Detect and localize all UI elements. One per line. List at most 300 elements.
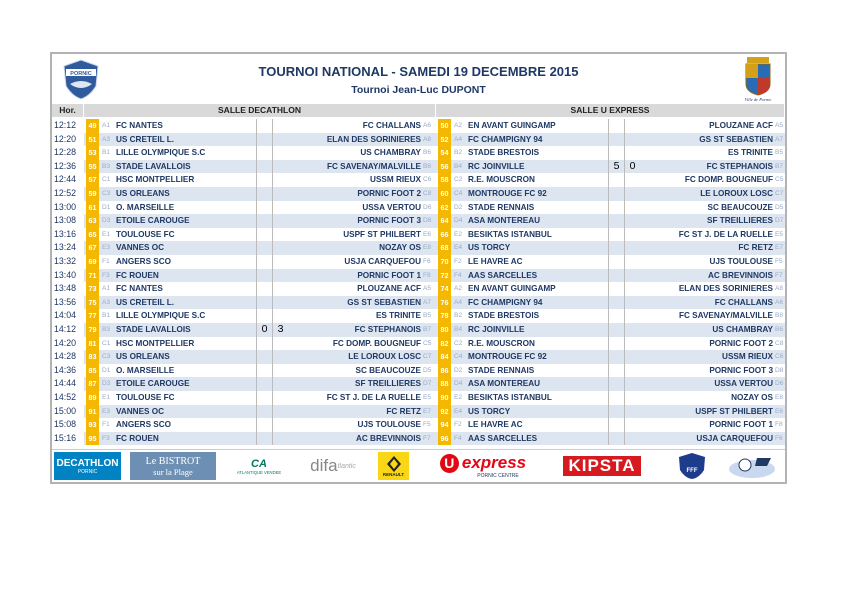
away-team-name: PORNIC FOOT 2 bbox=[357, 189, 421, 198]
home-score bbox=[608, 296, 624, 310]
away-group-code: F5 bbox=[775, 258, 783, 265]
district-icon bbox=[727, 452, 777, 480]
away-group-code: A6 bbox=[775, 298, 784, 306]
match-number: 57 bbox=[86, 173, 99, 187]
u-circle-icon: U bbox=[440, 454, 459, 473]
home-group-code: E1 bbox=[102, 230, 111, 238]
home-group-code: E4 bbox=[454, 407, 463, 415]
away-group-code: C8 bbox=[775, 339, 784, 347]
away-score bbox=[624, 309, 640, 323]
home-group-code: E3 bbox=[102, 244, 111, 252]
home-team-name: R.E. MOUSCRON bbox=[468, 338, 535, 348]
away-group-code: A6 bbox=[423, 122, 432, 129]
renault-text: RENAULT bbox=[382, 471, 405, 477]
home-team-name: LILLE OLYMPIQUE S.C bbox=[116, 148, 206, 158]
away-group-code: F6 bbox=[775, 434, 783, 442]
away-group-code: C5 bbox=[775, 176, 784, 184]
away-group-code: C5 bbox=[423, 339, 432, 347]
away-group-code: F6 bbox=[423, 258, 431, 265]
home-team-name: US ORLEANS bbox=[116, 352, 170, 362]
away-score bbox=[272, 296, 288, 310]
match-time: 14:44 bbox=[54, 378, 77, 389]
home-score bbox=[256, 364, 272, 378]
match-number: 53 bbox=[86, 146, 99, 160]
home-score bbox=[256, 119, 272, 133]
home-score bbox=[256, 173, 272, 187]
home-group-code: B3 bbox=[102, 326, 111, 333]
away-score bbox=[272, 201, 288, 215]
home-group-code: D3 bbox=[102, 217, 111, 225]
match-number: 65 bbox=[86, 228, 99, 242]
away-group-code: E8 bbox=[775, 394, 784, 401]
away-score bbox=[272, 309, 288, 323]
match-number: 54 bbox=[438, 146, 451, 160]
time-column-header: Hor. bbox=[52, 104, 84, 117]
away-team-name: FC STEPHANOIS bbox=[706, 161, 773, 171]
home-group-code: D4 bbox=[454, 217, 463, 225]
away-score bbox=[272, 160, 288, 174]
away-group-code: D6 bbox=[423, 203, 432, 211]
away-group-code: A8 bbox=[775, 285, 784, 293]
match-time: 12:12 bbox=[54, 120, 77, 130]
away-score: 3 bbox=[272, 323, 288, 337]
home-score bbox=[256, 432, 272, 446]
away-team-name: FC RETZ bbox=[386, 406, 421, 416]
home-score bbox=[256, 255, 272, 269]
bistrot-logo bbox=[130, 452, 216, 480]
away-team-name: FC SAVENAY/MALVILLE bbox=[678, 311, 773, 321]
home-team-name: ETOILE CAROUGE bbox=[116, 216, 190, 226]
home-group-code: A2 bbox=[454, 285, 463, 293]
away-group-code: B8 bbox=[775, 312, 784, 320]
away-team-name: GS ST SEBASTIEN bbox=[699, 134, 773, 144]
credit-agricole-logo bbox=[230, 452, 288, 480]
home-team-name: R.E. MOUSCRON bbox=[468, 175, 535, 185]
away-score bbox=[624, 337, 640, 351]
away-team-name: LE LOROUX LOSC bbox=[700, 189, 773, 198]
away-team-name: FC STEPHANOIS bbox=[354, 325, 421, 334]
match-number: 60 bbox=[438, 187, 451, 201]
home-score bbox=[256, 241, 272, 255]
ca-subtext: ATLANTIQUE VENDEE bbox=[236, 469, 282, 475]
match-number: 93 bbox=[86, 418, 99, 432]
home-score bbox=[608, 269, 624, 283]
away-team-name: NOZAY OS bbox=[379, 243, 421, 253]
home-score bbox=[256, 187, 272, 201]
home-score bbox=[608, 241, 624, 255]
home-team-name: STADE LAVALLOIS bbox=[116, 325, 191, 334]
away-group-code: E5 bbox=[775, 230, 784, 238]
ville-de-pornic-crest bbox=[741, 56, 775, 102]
away-score bbox=[624, 377, 640, 391]
match-number: 70 bbox=[438, 255, 451, 269]
away-score bbox=[624, 418, 640, 432]
match-number: 74 bbox=[438, 282, 451, 296]
home-score bbox=[256, 418, 272, 432]
away-group-code: E6 bbox=[775, 407, 784, 415]
match-time: 15:00 bbox=[54, 405, 77, 416]
away-team-name: USSM RIEUX bbox=[722, 352, 773, 362]
match-number: 59 bbox=[86, 187, 99, 201]
home-score bbox=[608, 337, 624, 351]
match-number: 69 bbox=[86, 255, 99, 269]
away-group-code: A8 bbox=[423, 135, 432, 143]
away-score bbox=[272, 377, 288, 391]
home-team-name: MONTROUGE FC 92 bbox=[468, 189, 547, 198]
home-team-name: O. MARSEILLE bbox=[116, 202, 175, 212]
away-score bbox=[272, 391, 288, 405]
home-team-name: STADE BRESTOIS bbox=[468, 311, 540, 321]
home-group-code: A1 bbox=[102, 285, 111, 293]
away-score bbox=[624, 146, 640, 160]
match-number: 75 bbox=[86, 296, 99, 310]
home-score bbox=[608, 228, 624, 242]
away-score bbox=[624, 173, 640, 187]
match-number: 86 bbox=[438, 364, 451, 378]
away-score bbox=[624, 241, 640, 255]
home-group-code: B2 bbox=[454, 312, 463, 320]
away-team-name: PORNIC FOOT 3 bbox=[709, 365, 773, 375]
away-team-name: NOZAY OS bbox=[731, 393, 773, 402]
match-number: 79 bbox=[86, 323, 99, 337]
away-group-code: B6 bbox=[775, 326, 784, 333]
match-time: 14:52 bbox=[54, 392, 77, 402]
match-time: 13:00 bbox=[54, 201, 77, 212]
home-score bbox=[608, 309, 624, 323]
match-number: 50 bbox=[438, 119, 451, 133]
away-score bbox=[272, 133, 288, 147]
home-group-code: D1 bbox=[102, 203, 111, 211]
home-team-name: RC JOINVILLE bbox=[468, 325, 525, 334]
home-score bbox=[608, 364, 624, 378]
home-team-name: US ORLEANS bbox=[116, 189, 170, 198]
away-team-name: AC BREVINNOIS bbox=[707, 270, 773, 280]
hall-right-header: SALLE U EXPRESS bbox=[436, 104, 785, 117]
match-number: 67 bbox=[86, 241, 99, 255]
home-team-name: FC ROUEN bbox=[116, 270, 159, 280]
home-team-name: BESIKTAS ISTANBUL bbox=[468, 393, 552, 402]
away-score bbox=[624, 296, 640, 310]
away-score bbox=[272, 214, 288, 228]
home-score bbox=[256, 350, 272, 364]
away-team-name: PORNIC FOOT 3 bbox=[357, 216, 421, 226]
away-score bbox=[272, 282, 288, 296]
renault-logo bbox=[378, 452, 409, 480]
home-team-name: US TORCY bbox=[468, 243, 511, 253]
match-time: 13:32 bbox=[54, 256, 77, 266]
match-time: 12:20 bbox=[54, 133, 77, 144]
home-group-code: F4 bbox=[454, 434, 462, 442]
match-time: 14:28 bbox=[54, 351, 77, 362]
home-team-name: US CRETEIL L. bbox=[116, 134, 175, 144]
home-score bbox=[256, 309, 272, 323]
home-score: 0 bbox=[256, 323, 272, 337]
away-score bbox=[624, 187, 640, 201]
home-team-name: US CRETEIL L. bbox=[116, 297, 175, 307]
away-team-name: SF TREILLIERES bbox=[355, 379, 421, 389]
home-score bbox=[608, 282, 624, 296]
away-score bbox=[624, 214, 640, 228]
away-team-name: ELAN DES SORINIERES bbox=[678, 284, 773, 294]
home-team-name: BESIKTAS ISTANBUL bbox=[468, 229, 552, 239]
home-team-name: EN AVANT GUINGAMP bbox=[468, 284, 556, 294]
away-group-code: B8 bbox=[423, 162, 432, 170]
away-group-code: F7 bbox=[423, 434, 431, 442]
home-group-code: A2 bbox=[454, 122, 463, 129]
away-group-code: E7 bbox=[775, 244, 784, 252]
away-group-code: A7 bbox=[775, 135, 784, 143]
away-team-name: PORNIC FOOT 1 bbox=[709, 420, 773, 430]
away-score bbox=[624, 350, 640, 364]
district-logo bbox=[724, 452, 780, 480]
away-team-name: FC RETZ bbox=[738, 243, 773, 253]
home-score bbox=[608, 146, 624, 160]
away-group-code: B6 bbox=[423, 149, 432, 157]
match-time: 13:08 bbox=[54, 215, 77, 226]
away-group-code: D8 bbox=[775, 366, 784, 374]
away-score bbox=[272, 337, 288, 351]
match-time: 14:12 bbox=[54, 324, 77, 334]
home-team-name: VANNES OC bbox=[116, 243, 165, 253]
difatlantic-logo bbox=[296, 452, 370, 480]
away-group-code: C7 bbox=[423, 353, 432, 361]
home-group-code: C3 bbox=[102, 190, 111, 197]
away-score bbox=[272, 187, 288, 201]
home-score bbox=[256, 160, 272, 174]
away-team-name: USJA CARQUEFOU bbox=[344, 257, 421, 266]
home-team-name: STADE LAVALLOIS bbox=[116, 161, 191, 171]
home-team-name: FC CHAMPIGNY 94 bbox=[468, 134, 543, 144]
away-group-code: D7 bbox=[423, 380, 432, 388]
away-group-code: D5 bbox=[775, 203, 784, 211]
home-score bbox=[256, 201, 272, 215]
home-score bbox=[608, 119, 624, 133]
home-group-code: B2 bbox=[454, 149, 463, 157]
sponsor-bar bbox=[52, 449, 785, 483]
home-group-code: F3 bbox=[102, 271, 110, 279]
hall-left-header: SALLE DECATHLON bbox=[84, 104, 436, 117]
away-group-code: D5 bbox=[423, 366, 432, 374]
home-score bbox=[608, 133, 624, 147]
match-number: 66 bbox=[438, 228, 451, 242]
home-team-name: EN AVANT GUINGAMP bbox=[468, 121, 556, 130]
home-score bbox=[256, 405, 272, 419]
home-team-name: MONTROUGE FC 92 bbox=[468, 352, 547, 362]
home-group-code: C1 bbox=[102, 176, 111, 184]
match-number: 51 bbox=[86, 133, 99, 147]
home-team-name: LILLE OLYMPIQUE S.C bbox=[116, 311, 206, 321]
away-team-name: UJS TOULOUSE bbox=[709, 257, 773, 266]
away-team-name: LE LOROUX LOSC bbox=[348, 352, 421, 362]
match-time: 14:36 bbox=[54, 364, 77, 375]
away-group-code: F8 bbox=[775, 421, 783, 429]
away-group-code: B7 bbox=[775, 162, 784, 170]
home-group-code: F2 bbox=[454, 258, 462, 265]
match-number: 62 bbox=[438, 201, 451, 215]
match-time: 13:56 bbox=[54, 296, 77, 307]
match-number: 80 bbox=[438, 323, 451, 337]
home-score bbox=[608, 187, 624, 201]
away-team-name: US CHAMBRAY bbox=[360, 148, 421, 158]
home-score bbox=[608, 405, 624, 419]
decathlon-logo bbox=[54, 452, 121, 480]
home-score bbox=[256, 133, 272, 147]
away-score bbox=[624, 323, 640, 337]
match-time: 14:20 bbox=[54, 337, 77, 348]
match-number: 78 bbox=[438, 309, 451, 323]
match-time: 13:40 bbox=[54, 269, 77, 280]
away-score bbox=[624, 405, 640, 419]
header bbox=[52, 54, 785, 104]
away-group-code: F5 bbox=[423, 421, 431, 429]
home-group-code: A3 bbox=[102, 298, 111, 306]
away-team-name: UJS TOULOUSE bbox=[357, 420, 421, 430]
away-team-name: PORNIC FOOT 2 bbox=[709, 338, 773, 348]
page-title: TOURNOI NATIONAL - SAMEDI 19 DECEMBRE 2015 bbox=[258, 64, 579, 79]
home-group-code: F1 bbox=[102, 421, 110, 429]
u-express-text: express bbox=[461, 453, 527, 472]
away-group-code: D8 bbox=[423, 217, 432, 225]
away-score bbox=[624, 432, 640, 446]
home-group-code: B4 bbox=[454, 162, 463, 170]
match-time: 12:52 bbox=[54, 188, 77, 198]
home-score bbox=[608, 214, 624, 228]
match-number: 58 bbox=[438, 173, 451, 187]
home-score bbox=[256, 214, 272, 228]
home-group-code: A4 bbox=[454, 298, 463, 306]
home-team-name: ANGERS SCO bbox=[116, 420, 172, 430]
home-team-name: FC NANTES bbox=[116, 121, 163, 130]
home-team-name: TOULOUSE FC bbox=[116, 229, 175, 239]
home-team-name: FC CHAMPIGNY 94 bbox=[468, 297, 543, 307]
home-team-name: LE HAVRE AC bbox=[468, 257, 523, 266]
away-team-name: SF TREILLIERES bbox=[707, 216, 773, 226]
home-group-code: F1 bbox=[102, 258, 110, 265]
home-group-code: D4 bbox=[454, 380, 463, 388]
kipsta-logo bbox=[554, 452, 650, 480]
page-subtitle: Tournoi Jean-Luc DUPONT bbox=[351, 84, 486, 96]
away-score bbox=[624, 255, 640, 269]
home-score bbox=[256, 269, 272, 283]
bistrot-line1: Le BISTROT bbox=[145, 455, 201, 467]
away-team-name: ES TRINITE bbox=[375, 311, 421, 321]
fff-shield-icon bbox=[677, 452, 707, 480]
away-team-name: USPF ST PHILBERT bbox=[343, 229, 421, 239]
match-number: 73 bbox=[86, 282, 99, 296]
home-score bbox=[608, 350, 624, 364]
renault-diamond-icon bbox=[387, 456, 401, 472]
home-group-code: F3 bbox=[102, 434, 110, 442]
match-number: 76 bbox=[438, 296, 451, 310]
u-express-subtext: PORNIC CENTRE bbox=[477, 473, 519, 479]
ville-de-pornic-text: Ville de Pornic bbox=[744, 97, 772, 102]
away-team-name: AC BREVINNOIS bbox=[355, 433, 421, 443]
away-team-name: USSM RIEUX bbox=[370, 175, 421, 185]
match-number: 71 bbox=[86, 269, 99, 283]
away-team-name: PLOUZANE ACF bbox=[709, 121, 773, 130]
match-number: 64 bbox=[438, 214, 451, 228]
difa-text: difa bbox=[310, 456, 338, 475]
ca-text: CA bbox=[251, 457, 267, 470]
home-group-code: C4 bbox=[454, 190, 463, 197]
home-team-name: STADE RENNAIS bbox=[468, 202, 535, 212]
home-team-name: AAS SARCELLES bbox=[468, 270, 538, 280]
match-number: 68 bbox=[438, 241, 451, 255]
away-group-code: A5 bbox=[775, 122, 784, 129]
away-team-name: FC ST J. DE LA RUELLE bbox=[326, 393, 421, 402]
away-score bbox=[272, 269, 288, 283]
home-group-code: C2 bbox=[454, 339, 463, 347]
home-score bbox=[256, 146, 272, 160]
match-number: 96 bbox=[438, 432, 451, 446]
match-time: 14:04 bbox=[54, 310, 77, 321]
match-number: 90 bbox=[438, 391, 451, 405]
away-group-code: D7 bbox=[775, 217, 784, 225]
away-group-code: F7 bbox=[775, 271, 783, 279]
home-group-code: C2 bbox=[454, 176, 463, 184]
decathlon-text: DECATHLON bbox=[56, 457, 119, 469]
home-team-name: HSC MONTPELLIER bbox=[116, 175, 195, 185]
home-group-code: A1 bbox=[102, 122, 111, 129]
away-score bbox=[272, 418, 288, 432]
away-team-name: FC SAVENAY/MALVILLE bbox=[326, 161, 421, 171]
away-score bbox=[272, 228, 288, 242]
home-group-code: E2 bbox=[454, 230, 463, 238]
match-number: 55 bbox=[86, 160, 99, 174]
home-team-name: ANGERS SCO bbox=[116, 257, 172, 266]
home-score bbox=[608, 173, 624, 187]
match-time: 12:44 bbox=[54, 174, 77, 185]
home-group-code: B3 bbox=[102, 162, 111, 170]
away-score bbox=[624, 119, 640, 133]
away-score bbox=[624, 391, 640, 405]
home-group-code: D1 bbox=[102, 366, 111, 374]
match-time: 13:48 bbox=[54, 283, 77, 294]
home-score bbox=[608, 391, 624, 405]
home-score bbox=[608, 201, 624, 215]
home-score bbox=[256, 391, 272, 405]
match-time: 15:16 bbox=[54, 432, 77, 443]
decathlon-subtext: PORNIC bbox=[77, 468, 98, 475]
away-group-code: D6 bbox=[775, 380, 784, 388]
away-group-code: A5 bbox=[423, 285, 432, 293]
home-score bbox=[608, 255, 624, 269]
away-score bbox=[272, 350, 288, 364]
match-number: 92 bbox=[438, 405, 451, 419]
home-group-code: D2 bbox=[454, 203, 463, 211]
home-group-code: B1 bbox=[102, 149, 111, 157]
home-group-code: F2 bbox=[454, 421, 462, 429]
home-score bbox=[256, 377, 272, 391]
away-team-name: GS ST SEBASTIEN bbox=[347, 297, 421, 307]
match-number: 81 bbox=[86, 337, 99, 351]
match-number: 52 bbox=[438, 133, 451, 147]
away-score bbox=[272, 173, 288, 187]
away-team-name: US CHAMBRAY bbox=[712, 325, 773, 334]
away-group-code: C8 bbox=[423, 190, 432, 197]
home-score bbox=[256, 282, 272, 296]
match-number: 61 bbox=[86, 201, 99, 215]
home-score: 5 bbox=[608, 160, 624, 174]
home-score bbox=[608, 418, 624, 432]
away-score bbox=[272, 255, 288, 269]
away-score bbox=[272, 432, 288, 446]
away-score bbox=[272, 146, 288, 160]
home-team-name: US TORCY bbox=[468, 406, 511, 416]
kipsta-text: KIPSTA bbox=[563, 456, 640, 476]
away-team-name: FC CHALLANS bbox=[714, 297, 773, 307]
match-number: 95 bbox=[86, 432, 99, 446]
